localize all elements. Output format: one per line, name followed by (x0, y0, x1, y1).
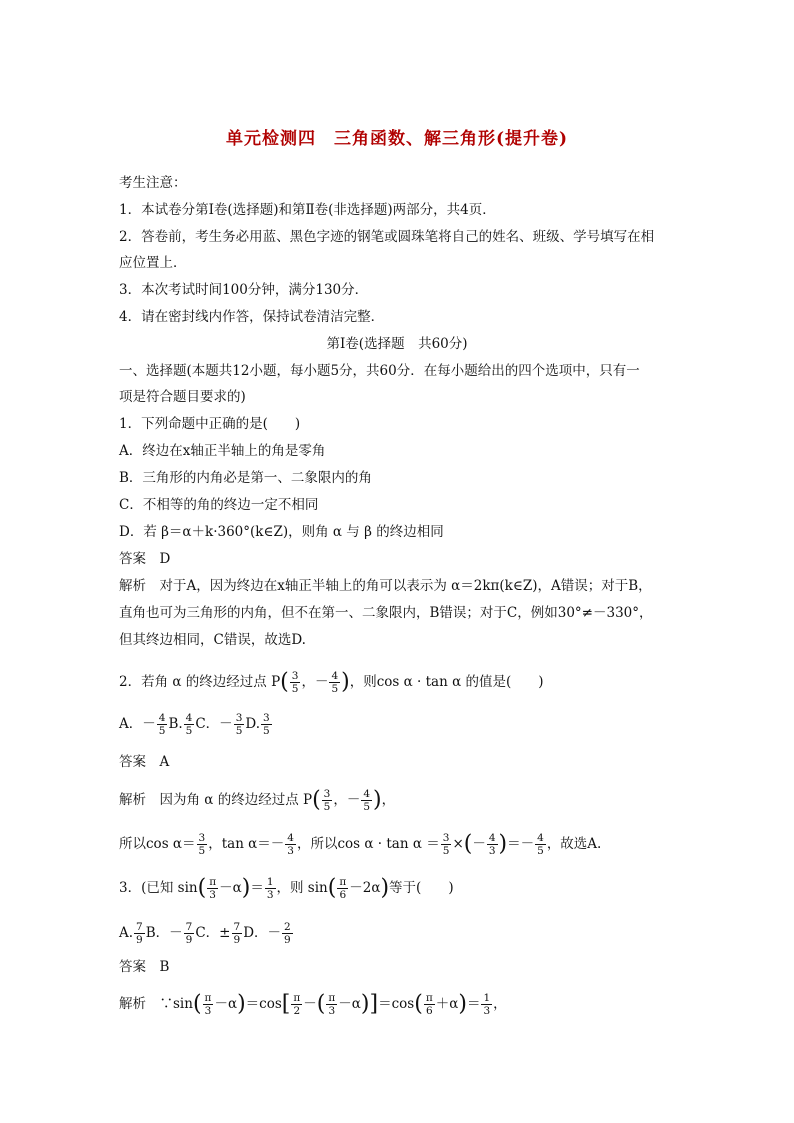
options-row: A. $\frac{7}{9}$ B．－ $\frac{7}{9}$ C．± $\frac{7}{9}$ D．－ $\frac{2}{9}$ (119, 921, 291, 946)
section-intro: 一、选择题(本题共12小题，每小题5分，共60分．在每小题给出的四个选项中，只有一 (119, 363, 640, 379)
analysis-line: 解析 ∵sin( $\frac{\pi}{3}$ －α)＝cos[ $\frac{\pi}{2}$ －( $\frac{\pi}{3}$ －α)]＝cos( $\frac{\pi}{6}$ ＋α)＝ $\frac{1}{3}$ ， (119, 991, 507, 1017)
notice-item: 1．本试卷分第Ⅰ卷(选择题)和第Ⅱ卷(非选择题)两部分，共4页． (119, 202, 496, 218)
option-c: C．不相等的角的终边一定不相同 (119, 497, 319, 513)
analysis-line: 所以cos α＝ $\frac{3}{5}$ ，tan α＝－ $\frac{4}{3}$ ，所以cos α · tan α ＝ $\frac{3}{5}$ ×(－ $\frac{4}{3}$ )＝－ $\frac{4}{5}$ ，故选A. (119, 831, 602, 857)
answer: 答案 B (119, 959, 170, 975)
section-intro: 项是符合题目要求的) (119, 389, 246, 405)
option-d: D．若 β＝α＋k·360°(k∈Z)，则角 α 与 β 的终边相同 (119, 524, 444, 540)
notice-item: 3．本次考试时间100分钟，满分130分． (119, 282, 369, 298)
page-title: 单元检测四 三角函数、解三角形(提升卷) (225, 129, 569, 149)
analysis-line: 但其终边相同，C错误，故选D. (119, 632, 306, 648)
analysis-line: 直角也可为三角形的内角，但不在第一、二象限内，B错误；对于C，例如30°≠－330°， (119, 605, 653, 621)
question-stem: 1．下列命题中正确的是( ) (119, 416, 301, 432)
notice-heading: 考生注意： (119, 175, 187, 191)
question-stem: 2．若角 α 的终边经过点 P( $\frac{3}{5}$ ，－ $\frac{4}{5}$ )，则cos α · tan α 的值是( ) (119, 669, 544, 695)
option-a: A．终边在x轴正半轴上的角是零角 (119, 443, 326, 459)
notice-item: 4．请在密封线内作答，保持试卷清洁完整． (119, 309, 385, 325)
answer: 答案 A (119, 754, 170, 770)
options-row: A．－ $\frac{4}{5}$ B. $\frac{4}{5}$ C．－ $\frac{3}{5}$ D. $\frac{3}{5}$ (119, 712, 270, 737)
notice-item: 2．答卷前，考生务必用蓝、黑色字迹的钢笔或圆珠笔将自己的姓名、班级、学号填写在相 (119, 229, 655, 245)
analysis-line: 解析 因为角 α 的终边经过点 P( $\frac{3}{5}$ ，－ $\frac{4}{5}$ )， (119, 787, 396, 813)
section-heading: 第Ⅰ卷(选择题 共60分) (326, 336, 468, 352)
option-b: B．三角形的内角必是第一、二象限内的角 (119, 470, 372, 486)
answer: 答案 D (119, 551, 171, 567)
notice-item: 应位置上． (119, 255, 187, 271)
analysis-line: 解析 对于A，因为终边在x轴正半轴上的角可以表示为 α＝2kπ(k∈Z)，A错误；对于B， (119, 578, 652, 594)
question-stem: 3．(已知 sin( $\frac{\pi}{3}$ －α)＝ $\frac{1}{3}$ ，则 sin( $\frac{\pi}{6}$ －2α)等于( ) (119, 875, 454, 901)
